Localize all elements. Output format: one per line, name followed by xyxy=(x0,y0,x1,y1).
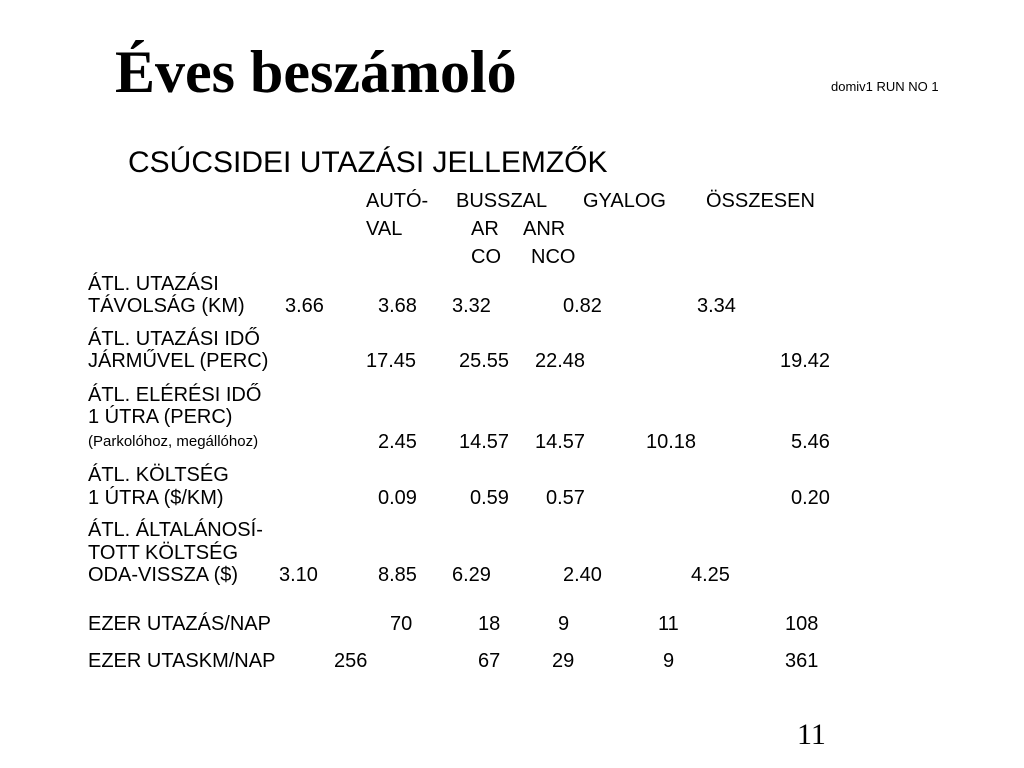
row-value: 256 xyxy=(334,650,368,672)
row-value: 2.45 xyxy=(378,431,417,453)
column-header-autoval-line2: VAL xyxy=(366,218,403,240)
row-label-line: JÁRMŰVEL (PERC) xyxy=(88,350,269,372)
column-header-osszesen: ÖSSZESEN xyxy=(706,190,815,212)
column-header-busszal-line2: AR xyxy=(471,218,499,240)
row-label-line: EZER UTASKM/NAP xyxy=(88,650,276,672)
row-label-line: ÁTL. ÁLTALÁNOSÍ- xyxy=(88,519,263,541)
column-header-autoval-line1: AUTÓ- xyxy=(366,190,429,212)
row-value: 0.82 xyxy=(563,295,602,317)
row-value: 18 xyxy=(478,613,501,635)
row-value: 3.10 xyxy=(279,564,318,586)
row-value: 3.34 xyxy=(697,295,736,317)
row-label-line: 1 ÚTRA ($/KM) xyxy=(88,487,224,509)
row-value: 0.57 xyxy=(546,487,585,509)
row-value: 361 xyxy=(785,650,819,672)
row-value: 22.48 xyxy=(535,350,586,372)
row-label-line: 1 ÚTRA (PERC) xyxy=(88,406,233,428)
row-label-line: ÁTL. KÖLTSÉG xyxy=(88,464,229,486)
column-header-busszal-line1: BUSSZAL xyxy=(456,190,548,212)
page-number: 11 xyxy=(797,718,826,751)
row-value: 0.59 xyxy=(470,487,509,509)
row-value: 70 xyxy=(390,613,413,635)
row-value: 3.32 xyxy=(452,295,491,317)
row-value: 10.18 xyxy=(646,431,697,453)
column-header-anr-line1: ANR xyxy=(523,218,566,240)
row-value: 11 xyxy=(658,613,679,635)
slide-title: Éves beszámoló xyxy=(115,39,517,105)
row-value: 9 xyxy=(663,650,675,672)
row-value: 14.57 xyxy=(459,431,510,453)
column-header-anr-line2: NCO xyxy=(531,246,576,268)
row-label-line: ÁTL. ELÉRÉSI IDŐ xyxy=(88,384,262,406)
run-info: domiv1 RUN NO 1 xyxy=(831,79,939,94)
row-value: 9 xyxy=(558,613,570,635)
row-value: 2.40 xyxy=(563,564,602,586)
row-label-line: TÁVOLSÁG (KM) xyxy=(88,295,245,317)
row-value: 19.42 xyxy=(780,350,831,372)
row-note: (Parkolóhoz, megállóhoz) xyxy=(88,433,259,450)
row-value: 0.20 xyxy=(791,487,830,509)
row-label-line: TOTT KÖLTSÉG xyxy=(88,542,239,564)
row-label-line: EZER UTAZÁS/NAP xyxy=(88,613,271,635)
row-value: 8.85 xyxy=(378,564,417,586)
column-header-busszal-line3: CO xyxy=(471,246,501,268)
row-label-line: ODA-VISSZA ($) xyxy=(88,564,239,586)
row-label-line: ÁTL. UTAZÁSI IDŐ xyxy=(88,328,260,350)
row-value: 6.29 xyxy=(452,564,491,586)
row-value: 17.45 xyxy=(366,350,417,372)
row-label-line: ÁTL. UTAZÁSI xyxy=(88,273,219,295)
row-value: 4.25 xyxy=(691,564,730,586)
row-value: 3.66 xyxy=(285,295,324,317)
row-value: 3.68 xyxy=(378,295,417,317)
row-value: 25.55 xyxy=(459,350,510,372)
row-value: 14.57 xyxy=(535,431,586,453)
row-value: 0.09 xyxy=(378,487,417,509)
slide-subtitle: CSÚCSIDEI UTAZÁSI JELLEMZŐK xyxy=(128,146,608,179)
column-header-gyalog: GYALOG xyxy=(583,190,666,212)
row-value: 5.46 xyxy=(791,431,830,453)
row-value: 67 xyxy=(478,650,501,672)
row-value: 108 xyxy=(785,613,819,635)
row-value: 29 xyxy=(552,650,575,672)
